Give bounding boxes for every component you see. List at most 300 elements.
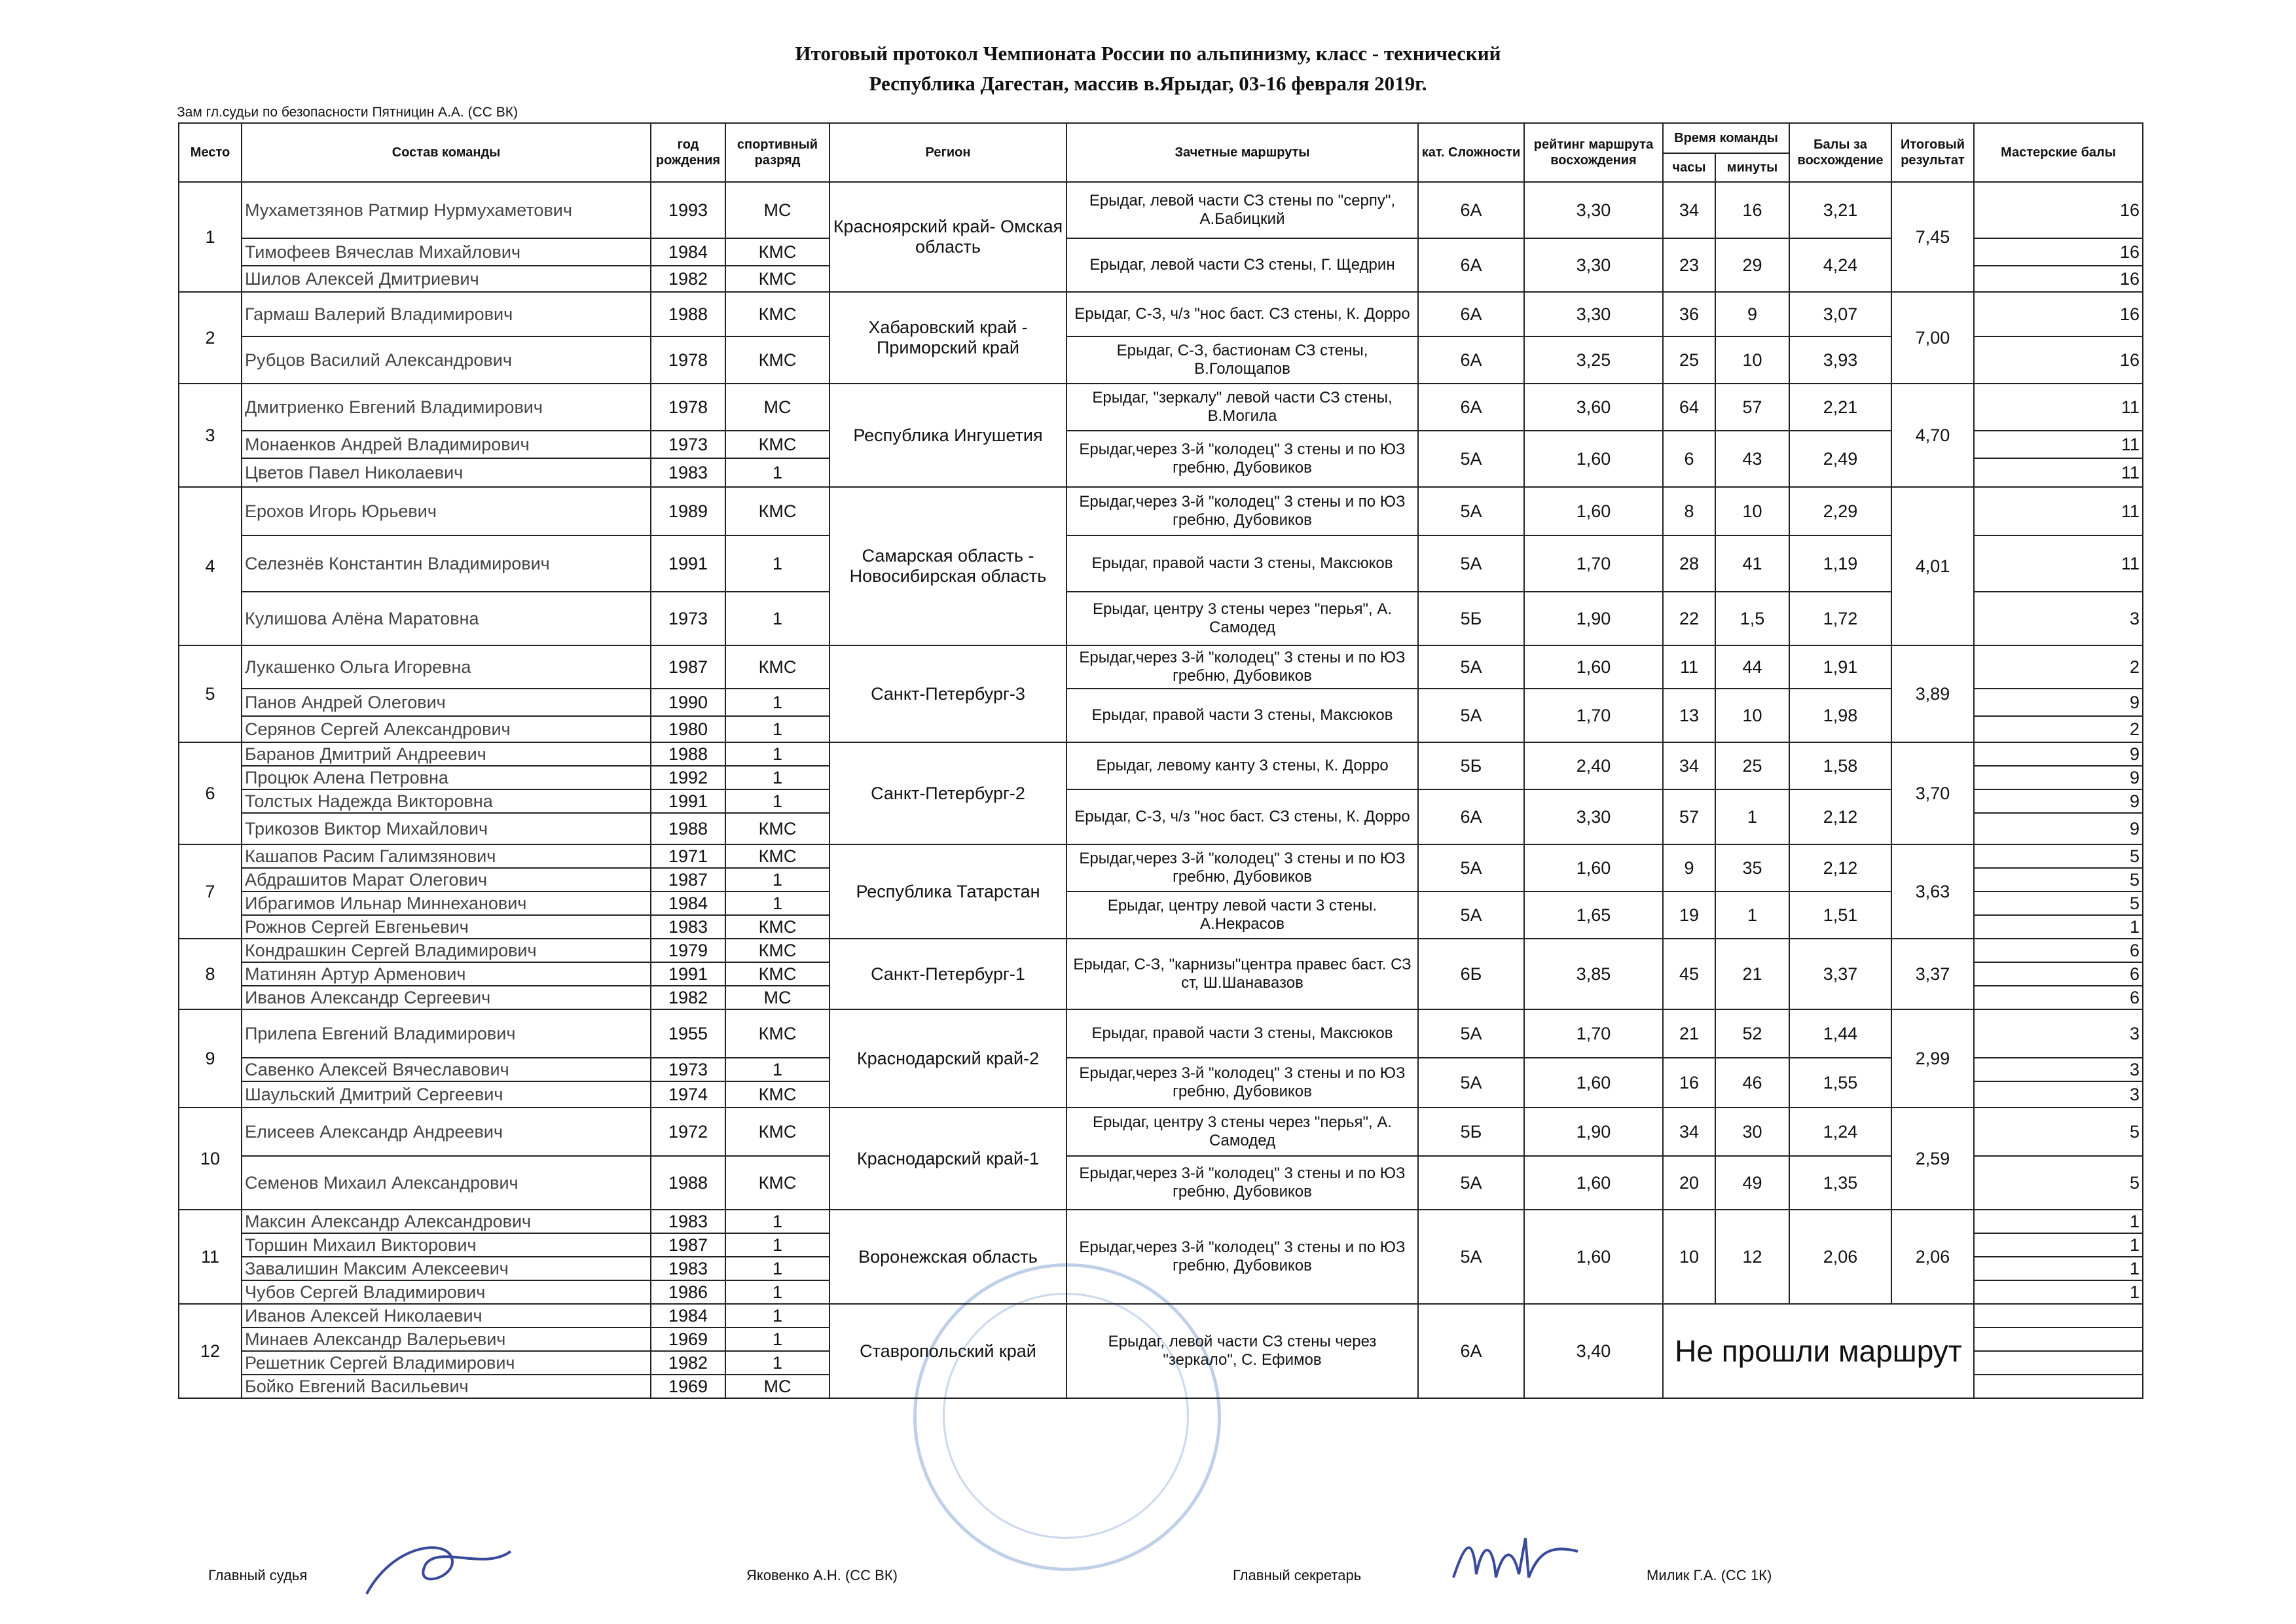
member-rank: КМС (725, 813, 829, 844)
place-cell: 3 (179, 384, 242, 487)
route-category: 5А (1418, 689, 1524, 742)
place-cell: 9 (179, 1009, 242, 1108)
member-rank: 1 (725, 535, 829, 592)
route-points: 2,06 (1789, 1210, 1891, 1304)
member-rank: 1 (725, 716, 829, 742)
route-hours: 34 (1663, 742, 1715, 789)
master-points: 11 (1974, 535, 2143, 592)
route-hours: 23 (1663, 238, 1715, 292)
place-cell: 10 (179, 1108, 242, 1210)
master-points: 5 (1974, 868, 2143, 892)
route-name: Ерыдаг, правой части З стены, Максюков (1066, 1009, 1418, 1058)
header-master-points: Мастерские балы (1974, 123, 2143, 182)
master-points: 9 (1974, 742, 2143, 766)
member-name: Елисеев Александр Андреевич (242, 1108, 651, 1156)
master-points: 1 (1974, 1280, 2143, 1304)
route-rating: 1,60 (1524, 1210, 1663, 1304)
team-result: 3,89 (1891, 645, 1974, 742)
member-rank: МС (725, 384, 829, 431)
route-rating: 1,60 (1524, 1156, 1663, 1210)
master-points: 9 (1974, 766, 2143, 789)
route-rating: 1,60 (1524, 844, 1663, 892)
route-minutes: 12 (1715, 1210, 1789, 1304)
route-hours: 20 (1663, 1156, 1715, 1210)
table-row (179, 592, 2143, 645)
member-rank: 1 (725, 1058, 829, 1081)
route-rating: 1,60 (1524, 431, 1663, 487)
route-rating: 3,30 (1524, 789, 1663, 844)
route-rating: 3,25 (1524, 336, 1663, 384)
member-birth-year: 1988 (651, 813, 725, 844)
route-name: Ерыдаг, центру левой части 3 стены. А.Некрасов (1066, 892, 1418, 939)
route-name: Ерыдаг, "зеркалу" левой части СЗ стены, В.Могила (1066, 384, 1418, 431)
route-name: Ерыдаг, С-З, ч/з "нос баст. СЗ стены, К. Дорро (1066, 789, 1418, 844)
route-category: 5А (1418, 487, 1524, 535)
protocol-title: Итоговый протокол Чемпионата России по альпинизму, класс - технический (795, 42, 1501, 65)
member-birth-year: 1982 (651, 986, 725, 1009)
route-hours: 16 (1663, 1058, 1715, 1108)
header-team-time: Время команды (1663, 123, 1789, 153)
table-row (179, 1009, 2143, 1058)
route-hours: 57 (1663, 789, 1715, 844)
member-rank: 1 (725, 868, 829, 892)
member-birth-year: 1978 (651, 384, 725, 431)
member-rank: КМС (725, 336, 829, 384)
route-minutes: 52 (1715, 1009, 1789, 1058)
member-birth-year: 1991 (651, 535, 725, 592)
route-category: 5А (1418, 844, 1524, 892)
route-category: 6А (1418, 336, 1524, 384)
route-hours: 6 (1663, 431, 1715, 487)
table-row (179, 645, 2143, 689)
member-birth-year: 1979 (651, 939, 725, 962)
master-points: 6 (1974, 986, 2143, 1009)
route-hours: 36 (1663, 292, 1715, 336)
member-name: Матинян Артур Арменович (242, 962, 651, 986)
route-minutes: 10 (1715, 689, 1789, 742)
member-name: Лукашенко Ольга Игоревна (242, 645, 651, 689)
member-name: Шилов Алексей Дмитриевич (242, 266, 651, 292)
route-hours: 22 (1663, 592, 1715, 645)
route-hours: 25 (1663, 336, 1715, 384)
route-minutes: 21 (1715, 939, 1789, 1009)
region-cell: Самарская область - Новосибирская область (829, 487, 1066, 645)
route-minutes: 1 (1715, 892, 1789, 939)
route-hours: 21 (1663, 1009, 1715, 1058)
route-points: 3,37 (1789, 939, 1891, 1009)
route-hours: 8 (1663, 487, 1715, 535)
master-points: 16 (1974, 336, 2143, 384)
member-rank: МС (725, 182, 829, 238)
route-hours: 9 (1663, 844, 1715, 892)
member-name: Минаев Александр Валерьевич (242, 1327, 651, 1351)
member-rank: 1 (725, 1257, 829, 1280)
route-rating: 1,60 (1524, 1058, 1663, 1108)
member-rank: 1 (725, 1210, 829, 1233)
results-body (179, 182, 2143, 1398)
member-rank: КМС (725, 238, 829, 266)
route-category: 5Б (1418, 1108, 1524, 1156)
member-rank: КМС (725, 266, 829, 292)
table-row (179, 384, 2143, 431)
region-cell: Ставропольский край (829, 1304, 1066, 1398)
member-name: Иванов Алексей Николаевич (242, 1304, 651, 1327)
master-points: 16 (1974, 266, 2143, 292)
member-birth-year: 1984 (651, 892, 725, 915)
route-category: 6А (1418, 182, 1524, 238)
team-result: 2,59 (1891, 1108, 1974, 1210)
route-rating: 1,70 (1524, 535, 1663, 592)
master-points (1974, 1351, 2143, 1375)
member-birth-year: 1993 (651, 182, 725, 238)
team-result: 4,01 (1891, 487, 1974, 645)
route-points: 2,29 (1789, 487, 1891, 535)
route-minutes: 29 (1715, 238, 1789, 292)
route-rating: 3,30 (1524, 182, 1663, 238)
route-rating: 1,60 (1524, 487, 1663, 535)
member-name: Кулишова Алёна Маратовна (242, 592, 651, 645)
master-points: 3 (1974, 1009, 2143, 1058)
route-points: 3,07 (1789, 292, 1891, 336)
master-points (1974, 1327, 2143, 1351)
member-rank: 1 (725, 766, 829, 789)
member-rank: КМС (725, 431, 829, 458)
member-rank: МС (725, 986, 829, 1009)
route-name: Ерыдаг, левой части СЗ стены через "зеркало", С. Ефимов (1066, 1304, 1418, 1398)
route-minutes: 16 (1715, 182, 1789, 238)
header-place: Место (179, 123, 242, 182)
member-name: Баранов Дмитрий Андреевич (242, 742, 651, 766)
table-row (179, 1210, 2143, 1233)
table-row (179, 1058, 2143, 1081)
route-points: 1,19 (1789, 535, 1891, 592)
member-rank: КМС (725, 844, 829, 868)
master-points: 9 (1974, 813, 2143, 844)
route-name: Ерыдаг,через 3-й "колодец" 3 стены и по ЮЗ гребню, Дубовиков (1066, 1210, 1418, 1304)
member-name: Трикозов Виктор Михайлович (242, 813, 651, 844)
master-points: 3 (1974, 592, 2143, 645)
team-result: 3,70 (1891, 742, 1974, 844)
master-points: 2 (1974, 716, 2143, 742)
chief-judge-label: Главный судья (208, 1567, 308, 1583)
member-birth-year: 1986 (651, 1280, 725, 1304)
table-row (179, 689, 2143, 716)
master-points: 1 (1974, 1210, 2143, 1233)
member-birth-year: 1988 (651, 742, 725, 766)
route-minutes: 9 (1715, 292, 1789, 336)
results-table (178, 122, 2143, 1399)
member-birth-year: 1980 (651, 716, 725, 742)
route-category: 6А (1418, 789, 1524, 844)
master-points (1974, 1304, 2143, 1327)
member-birth-year: 1984 (651, 238, 725, 266)
route-points: 4,24 (1789, 238, 1891, 292)
region-cell: Республика Ингушетия (829, 384, 1066, 487)
member-name: Монаенков Андрей Владимирович (242, 431, 651, 458)
member-rank: КМС (725, 1156, 829, 1210)
route-name: Ерыдаг,через 3-й "колодец" 3 стены и по ЮЗ гребню, Дубовиков (1066, 1156, 1418, 1210)
member-name: Процюк Алена Петровна (242, 766, 651, 789)
route-category: 5А (1418, 1058, 1524, 1108)
table-row (179, 844, 2143, 868)
member-birth-year: 1988 (651, 292, 725, 336)
master-points: 5 (1974, 1156, 2143, 1210)
member-birth-year: 1983 (651, 1210, 725, 1233)
route-points: 2,12 (1789, 789, 1891, 844)
route-minutes: 10 (1715, 487, 1789, 535)
member-name: Завалишин Максим Алексеевич (242, 1257, 651, 1280)
region-cell: Краснодарский край-1 (829, 1108, 1066, 1210)
region-cell: Хабаровский край - Приморский край (829, 292, 1066, 384)
route-minutes: 46 (1715, 1058, 1789, 1108)
route-minutes: 1,5 (1715, 592, 1789, 645)
route-name: Ерыдаг, левому канту 3 стены, К. Дорро (1066, 742, 1418, 789)
route-rating: 3,40 (1524, 1304, 1663, 1398)
member-rank: 1 (725, 789, 829, 813)
table-row (179, 292, 2143, 336)
member-name: Чубов Сергей Владимирович (242, 1280, 651, 1304)
table-row (179, 1156, 2143, 1210)
route-points: 1,35 (1789, 1156, 1891, 1210)
team-result: 2,99 (1891, 1009, 1974, 1108)
master-points: 16 (1974, 182, 2143, 238)
route-rating: 1,65 (1524, 892, 1663, 939)
member-name: Бойко Евгений Васильевич (242, 1375, 651, 1398)
place-cell: 1 (179, 182, 242, 292)
route-minutes: 1 (1715, 789, 1789, 844)
member-name: Селезнёв Константин Владимирович (242, 535, 651, 592)
not-completed-result: Не прошли маршрут (1663, 1304, 1974, 1398)
route-rating: 2,40 (1524, 742, 1663, 789)
member-birth-year: 1983 (651, 915, 725, 939)
member-birth-year: 1992 (651, 766, 725, 789)
route-rating: 3,85 (1524, 939, 1663, 1009)
member-name: Максин Александр Александрович (242, 1210, 651, 1233)
table-row (179, 336, 2143, 384)
region-cell: Красноярский край- Омская область (829, 182, 1066, 292)
header-rank: спортивный разряд (725, 123, 829, 182)
member-name: Мухаметзянов Ратмир Нурмухаметович (242, 182, 651, 238)
route-hours: 28 (1663, 535, 1715, 592)
member-name: Шаульский Дмитрий Сергеевич (242, 1081, 651, 1108)
master-points: 5 (1974, 844, 2143, 868)
route-name: Ерыдаг,через 3-й "колодец" 3 стены и по ЮЗ гребню, Дубовиков (1066, 645, 1418, 689)
team-result: 3,63 (1891, 844, 1974, 939)
member-name: Рубцов Василий Александрович (242, 336, 651, 384)
table-row (179, 742, 2143, 766)
master-points: 11 (1974, 487, 2143, 535)
master-points: 6 (1974, 962, 2143, 986)
member-rank: КМС (725, 962, 829, 986)
route-name: Ерыдаг, С-З, "карнизы"центра правес баст. СЗ ст, Ш.Шанавазов (1066, 939, 1418, 1009)
route-minutes: 35 (1715, 844, 1789, 892)
route-rating: 1,90 (1524, 1108, 1663, 1156)
table-row (179, 1304, 2143, 1327)
route-points: 1,44 (1789, 1009, 1891, 1058)
member-birth-year: 1974 (651, 1081, 725, 1108)
member-name: Семенов Михаил Александрович (242, 1156, 651, 1210)
member-name: Дмитриенко Евгений Владимирович (242, 384, 651, 431)
route-name: Ерыдаг, левой части СЗ стены, Г. Щедрин (1066, 238, 1418, 292)
route-hours: 19 (1663, 892, 1715, 939)
route-category: 5А (1418, 645, 1524, 689)
route-category: 5А (1418, 1009, 1524, 1058)
member-birth-year: 1978 (651, 336, 725, 384)
place-cell: 4 (179, 487, 242, 645)
member-rank: 1 (725, 689, 829, 716)
route-hours: 34 (1663, 1108, 1715, 1156)
member-rank: КМС (725, 487, 829, 535)
route-points: 1,91 (1789, 645, 1891, 689)
table-row (179, 431, 2143, 458)
route-category: 5Б (1418, 592, 1524, 645)
master-points: 16 (1974, 238, 2143, 266)
route-name: Ерыдаг, правой части З стены, Максюков (1066, 689, 1418, 742)
table-row (179, 892, 2143, 915)
route-minutes: 41 (1715, 535, 1789, 592)
route-name: Ерыдаг, центру 3 стены через "перья", А. Самодед (1066, 1108, 1418, 1156)
member-birth-year: 1971 (651, 844, 725, 868)
member-birth-year: 1969 (651, 1327, 725, 1351)
route-rating: 1,70 (1524, 1009, 1663, 1058)
member-birth-year: 1969 (651, 1375, 725, 1398)
member-name: Рожнов Сергей Евгеньевич (242, 915, 651, 939)
region-cell: Санкт-Петербург-3 (829, 645, 1066, 742)
member-rank: 1 (725, 1280, 829, 1304)
member-rank: МС (725, 1375, 829, 1398)
header-category: кат. Сложности (1418, 123, 1524, 182)
member-birth-year: 1988 (651, 1156, 725, 1210)
table-row (179, 789, 2143, 813)
header-result: Итоговый результат (1891, 123, 1974, 182)
member-rank: 1 (725, 1351, 829, 1375)
route-category: 6А (1418, 1304, 1524, 1398)
member-birth-year: 1973 (651, 1058, 725, 1081)
route-name: Ерыдаг, центру 3 стены через "перья", А. Самодед (1066, 592, 1418, 645)
route-hours: 13 (1663, 689, 1715, 742)
master-points: 3 (1974, 1058, 2143, 1081)
member-name: Гармаш Валерий Владимирович (242, 292, 651, 336)
master-points: 11 (1974, 458, 2143, 487)
member-birth-year: 1955 (651, 1009, 725, 1058)
place-cell: 6 (179, 742, 242, 844)
place-cell: 5 (179, 645, 242, 742)
member-rank: 1 (725, 1327, 829, 1351)
member-name: Кондрашкин Сергей Владимирович (242, 939, 651, 962)
member-birth-year: 1973 (651, 592, 725, 645)
member-name: Ерохов Игорь Юрьевич (242, 487, 651, 535)
route-category: 5А (1418, 535, 1524, 592)
route-points: 1,55 (1789, 1058, 1891, 1108)
member-name: Панов Андрей Олегович (242, 689, 651, 716)
team-result: 7,00 (1891, 292, 1974, 384)
master-points: 1 (1974, 1233, 2143, 1257)
route-category: 5А (1418, 892, 1524, 939)
member-rank: 1 (725, 742, 829, 766)
route-hours: 11 (1663, 645, 1715, 689)
table-row (179, 238, 2143, 266)
header-routes: Зачетные маршруты (1066, 123, 1418, 182)
master-points: 9 (1974, 689, 2143, 716)
member-birth-year: 1983 (651, 1257, 725, 1280)
route-rating: 3,60 (1524, 384, 1663, 431)
member-birth-year: 1991 (651, 962, 725, 986)
route-name: Ерыдаг, С-З, ч/з "нос баст. СЗ стены, К. Дорро (1066, 292, 1418, 336)
route-category: 5А (1418, 1210, 1524, 1304)
table-row (179, 1108, 2143, 1156)
member-name: Абдрашитов Марат Олегович (242, 868, 651, 892)
route-name: Ерыдаг,через 3-й "колодец" 3 стены и по ЮЗ гребню, Дубовиков (1066, 844, 1418, 892)
deputy-judge-note: Зам гл.судьи по безопасности Пятницин А.А. (СС ВК) (177, 105, 518, 120)
place-cell: 12 (179, 1304, 242, 1398)
route-category: 6А (1418, 384, 1524, 431)
member-name: Толстых Надежда Викторовна (242, 789, 651, 813)
place-cell: 11 (179, 1210, 242, 1304)
member-birth-year: 1987 (651, 1233, 725, 1257)
route-name: Ерыдаг, правой части З стены, Максюков (1066, 535, 1418, 592)
secretary-name: Милик Г.А. (СС 1К) (1647, 1567, 1772, 1583)
team-result: 7,45 (1891, 182, 1974, 292)
member-birth-year: 1982 (651, 1351, 725, 1375)
member-birth-year: 1984 (651, 1304, 725, 1327)
route-hours: 45 (1663, 939, 1715, 1009)
team-result: 4,70 (1891, 384, 1974, 487)
route-points: 1,51 (1789, 892, 1891, 939)
route-points: 2,12 (1789, 844, 1891, 892)
member-name: Цветов Павел Николаевич (242, 458, 651, 487)
route-minutes: 57 (1715, 384, 1789, 431)
route-minutes: 49 (1715, 1156, 1789, 1210)
region-cell: Краснодарский край-2 (829, 1009, 1066, 1108)
route-minutes: 10 (1715, 336, 1789, 384)
route-rating: 3,30 (1524, 238, 1663, 292)
route-name: Ерыдаг, С-З, бастионам СЗ стены, В.Голощапов (1066, 336, 1418, 384)
master-points: 11 (1974, 431, 2143, 458)
header-minutes: минуты (1715, 153, 1789, 182)
master-points: 5 (1974, 892, 2143, 915)
member-name: Ибрагимов Ильнар Миннеханович (242, 892, 651, 915)
master-points: 5 (1974, 1108, 2143, 1156)
member-name: Торшин Михаил Викторович (242, 1233, 651, 1257)
route-minutes: 30 (1715, 1108, 1789, 1156)
header-rating: рейтинг маршрута восхождения (1524, 123, 1663, 182)
place-cell: 8 (179, 939, 242, 1009)
header-team: Состав команды (242, 123, 651, 182)
chief-judge-signature (354, 1532, 524, 1610)
member-name: Кашапов Расим Галимзянович (242, 844, 651, 868)
protocol-subtitle: Республика Дагестан, массив в.Ярыдаг, 03-16 февраля 2019г. (869, 72, 1427, 95)
member-name: Прилепа Евгений Владимирович (242, 1009, 651, 1058)
master-points: 1 (1974, 1257, 2143, 1280)
member-rank: 1 (725, 592, 829, 645)
master-points: 16 (1974, 292, 2143, 336)
master-points: 6 (1974, 939, 2143, 962)
member-rank: 1 (725, 892, 829, 915)
member-birth-year: 1972 (651, 1108, 725, 1156)
route-rating: 1,90 (1524, 592, 1663, 645)
route-points: 1,24 (1789, 1108, 1891, 1156)
route-rating: 1,60 (1524, 645, 1663, 689)
header-region: Регион (829, 123, 1066, 182)
route-name: Ерыдаг, левой части СЗ стены по "серпу", А.Бабицкий (1066, 182, 1418, 238)
route-points: 3,93 (1789, 336, 1891, 384)
member-birth-year: 1989 (651, 487, 725, 535)
master-points: 2 (1974, 645, 2143, 689)
route-points: 2,49 (1789, 431, 1891, 487)
route-minutes: 25 (1715, 742, 1789, 789)
region-cell: Республика Татарстан (829, 844, 1066, 939)
place-cell: 7 (179, 844, 242, 939)
